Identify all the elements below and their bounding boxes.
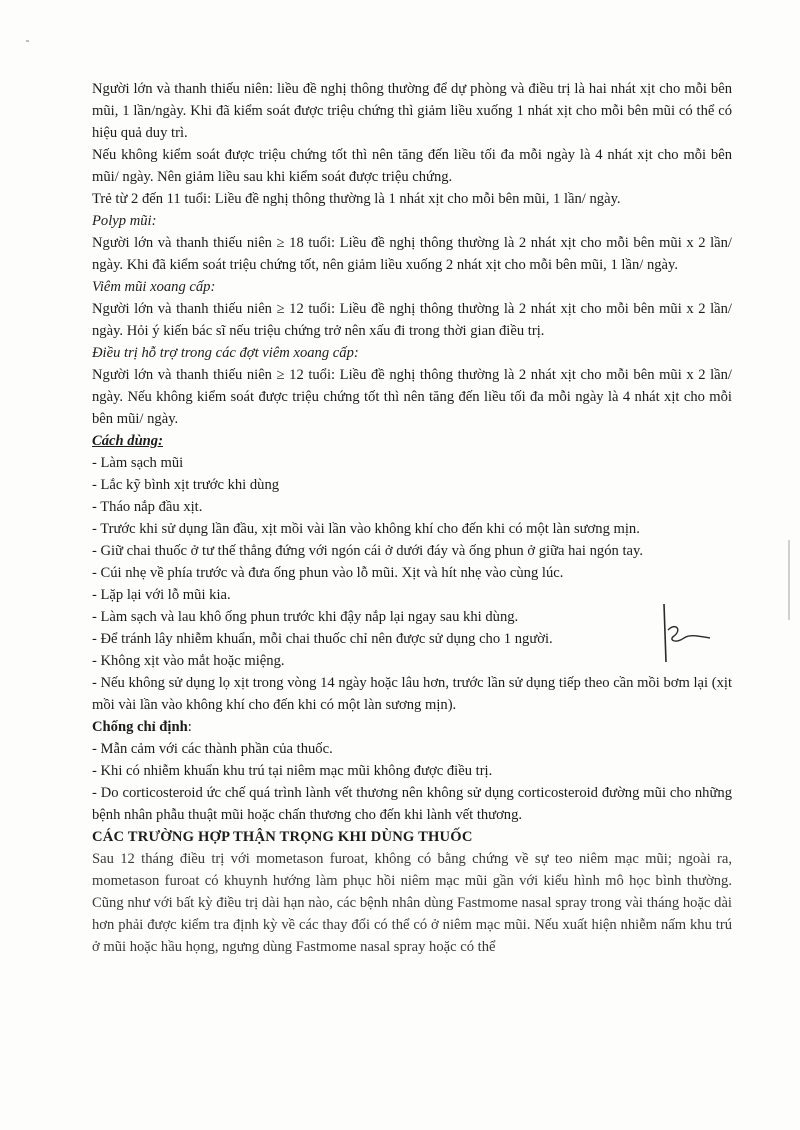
usage-step: - Để tránh lây nhiễm khuẩn, mỗi chai thuốc chỉ nên được sử dụng cho 1 người. — [92, 631, 553, 647]
polyp-heading: Polyp mũi: — [92, 213, 157, 229]
dosage-child-paragraph: Trẻ từ 2 đến 11 tuổi: Liều đề nghị thông thường là 1 nhát xịt cho mỗi bên mũi, 1 lần/ ngày. — [92, 191, 621, 207]
precautions-heading: CÁC TRƯỜNG HỢP THẬN TRỌNG KHI DÙNG THUỐC — [92, 829, 473, 845]
usage-step: - Lặp lại với lỗ mũi kia. — [92, 587, 231, 603]
usage-heading: Cách dùng: — [92, 433, 163, 449]
support-therapy-heading: Điều trị hỗ trợ trong các đợt viêm xoang cấp: — [92, 345, 359, 361]
usage-step: - Trước khi sử dụng lần đầu, xịt mồi vài lần vào không khí cho đến khi có một làn sương mịn. — [92, 521, 640, 537]
dosage-adult-paragraph: Người lớn và thanh thiếu niên: liều đề nghị thông thường để dự phòng và điều trị là hai nhát xịt cho mỗi bên mũi, 1 lần/ngày. Khi đã kiểm soát được triệu chứng thì giảm liều xuống 1 nhát xịt cho mỗi bên mũi có thể có hiệu quả duy trì. — [92, 81, 732, 141]
scan-mark-right-edge — [788, 540, 790, 620]
support-therapy-paragraph: Người lớn và thanh thiếu niên ≥ 12 tuổi: Liều đề nghị thông thường là 2 nhát xịt cho mỗi bên mũi x 2 lần/ ngày. Nếu không kiểm soát được triệu chứng tốt thì nên tăng đến liều tối đa mỗi ngày là 4 nhát xịt cho mỗi bên mũi/ ngày. — [92, 367, 732, 427]
signature-mark — [650, 600, 720, 670]
scan-mark-top-left — [26, 40, 29, 42]
dosage-adult-max-paragraph: Nếu không kiểm soát được triệu chứng tốt thì nên tăng đến liều tối đa mỗi ngày là 4 nhát xịt cho mỗi bên mũi/ ngày. Nên giảm liều sau khi kiểm soát được triệu chứng. — [92, 147, 732, 185]
precautions-paragraph: Sau 12 tháng điều trị với mometason furoat, không có bằng chứng về sự teo niêm mạc mũi; ngoài ra, mometason furoat có khuynh hướng làm phục hồi niêm mạc mũi gần với kiểu hình mô học bình thường. Cũng như với bất kỳ điều trị dài hạn nào, các bệnh nhân dùng Fastmome nasal spray trong vài tháng hoặc dài hơn phải được kiểm tra định kỳ về các thay đổi có thể có ở niêm mạc mũi. Nếu xuất hiện nhiễm nấm khu trú ở mũi hoặc hầu họng, ngưng dùng Fastmome nasal spray hoặc có thể — [92, 851, 732, 955]
sinusitis-paragraph: Người lớn và thanh thiếu niên ≥ 12 tuổi: Liều đề nghị thông thường là 2 nhát xịt cho mỗi bên mũi x 2 lần/ ngày. Hỏi ý kiến bác sĩ nếu triệu chứng trở nên xấu đi trong thời gian điều trị. — [92, 301, 732, 339]
contraindications-heading: Chống chỉ định: — [92, 719, 192, 735]
usage-step: - Làm sạch và lau khô ống phun trước khi đậy nắp lại ngay sau khi dùng. — [92, 609, 519, 625]
contraindications-list — [92, 738, 732, 826]
usage-step: - Làm sạch mũi — [92, 455, 184, 471]
polyp-paragraph: Người lớn và thanh thiếu niên ≥ 18 tuổi: Liều đề nghị thông thường là 2 nhát xịt cho mỗi bên mũi x 2 lần/ ngày. Khi đã kiểm soát triệu chứng tốt, nên giảm liều xuống 2 nhát xịt cho mỗi bên mũi, 1 lần/ ngày. — [92, 235, 732, 273]
contraindication-item: - Mẫn cảm với các thành phần của thuốc. — [92, 741, 333, 757]
contraindication-item: - Do corticosteroid ức chế quá trình lành vết thương nên không sử dụng corticosteroid đường mũi cho những bệnh nhân phẫu thuật mũi hoặc chấn thương cho đến khi lành vết thương. — [92, 785, 732, 823]
usage-steps-list — [92, 452, 732, 716]
usage-step: - Lắc kỹ bình xịt trước khi dùng — [92, 477, 280, 493]
usage-step: - Nếu không sử dụng lọ xịt trong vòng 14 ngày hoặc lâu hơn, trước lần sử dụng tiếp theo cần mồi bơm lại (xịt mồi vài lần vào không khí cho đến khi có một làn sương mịn). — [92, 675, 732, 713]
usage-step: - Cúi nhẹ về phía trước và đưa ống phun vào lỗ mũi. Xịt và hít nhẹ vào cùng lúc. — [92, 565, 564, 581]
usage-step: - Tháo nắp đầu xịt. — [92, 499, 203, 515]
contraindication-item: - Khi có nhiễm khuẩn khu trú tại niêm mạc mũi không được điều trị. — [92, 763, 493, 779]
contraindications-heading-text: Chống chỉ định — [92, 719, 188, 735]
usage-step: - Không xịt vào mắt hoặc miệng. — [92, 653, 285, 669]
sinusitis-heading: Viêm mũi xoang cấp: — [92, 279, 216, 295]
document-page — [92, 78, 732, 958]
usage-step: - Giữ chai thuốc ở tư thế thẳng đứng với ngón cái ở dưới đáy và ống phun ở giữa hai ngón tay. — [92, 543, 643, 559]
